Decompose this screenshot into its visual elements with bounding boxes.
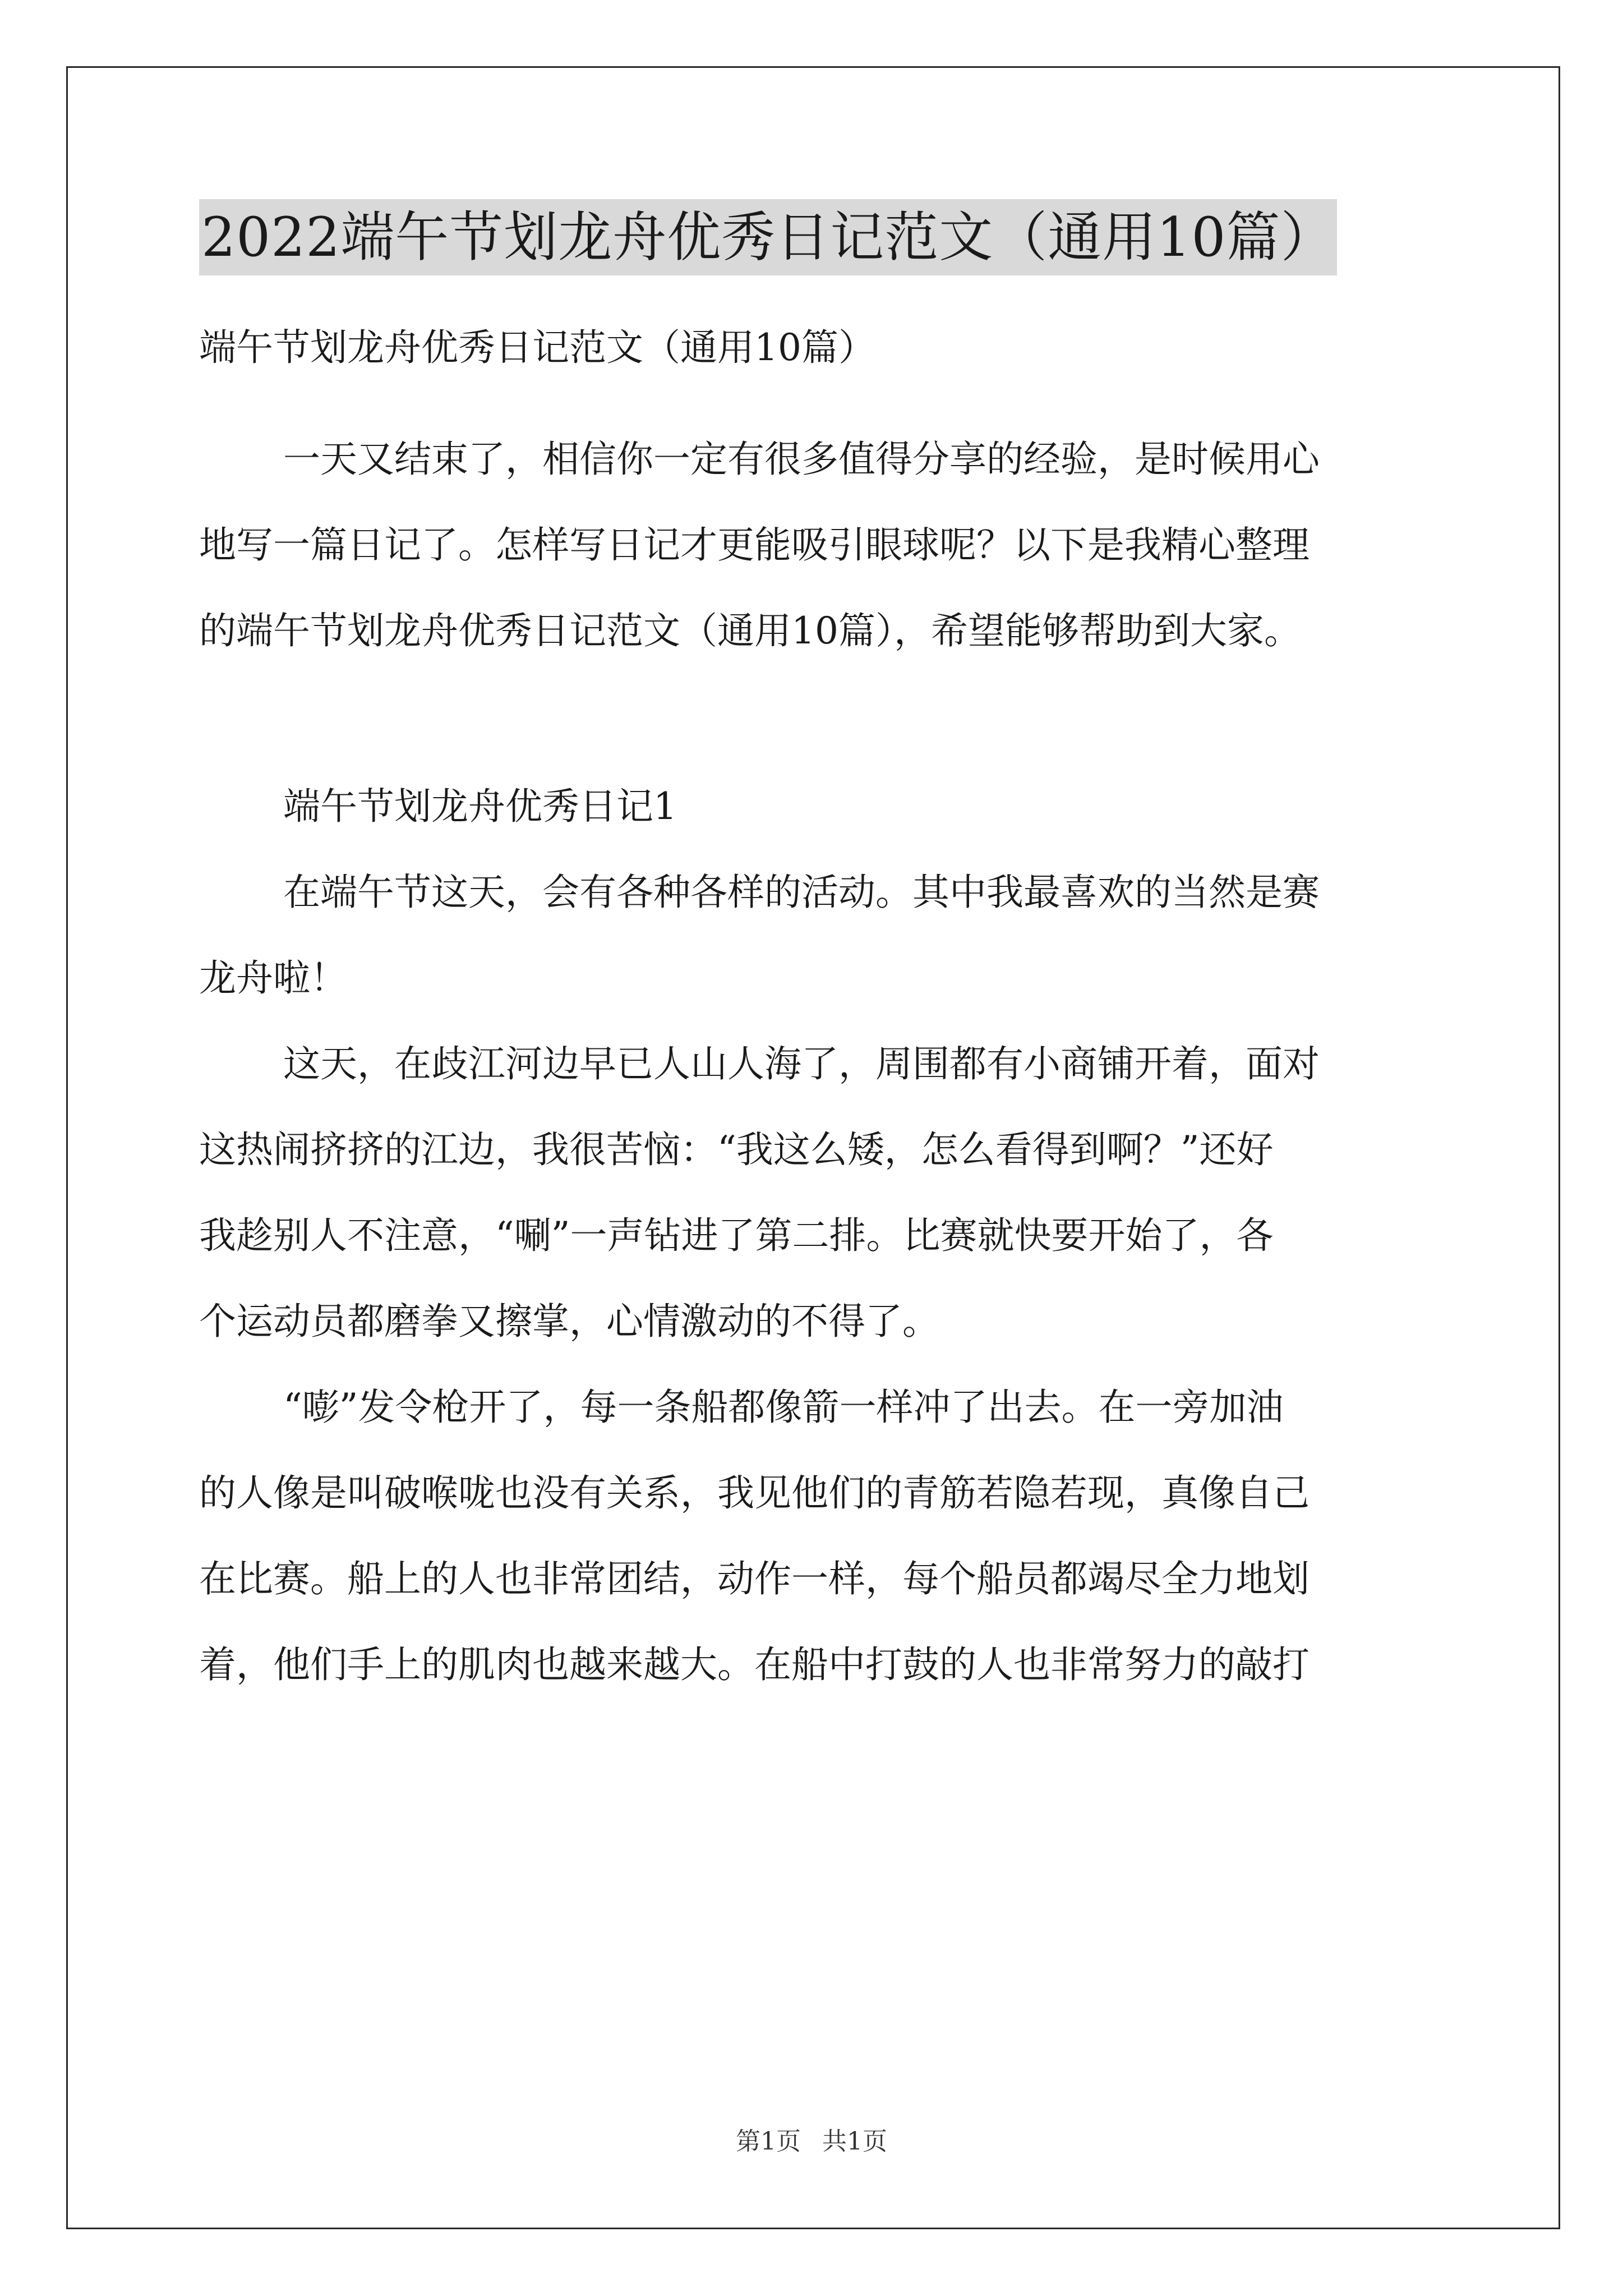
- document-title: 2022端午节划龙舟优秀日记范文（通用10篇）: [199, 199, 1337, 275]
- body-line: 这热闹挤挤的江边，我很苦恼：“我这么矮，怎么看得到啊？”还好: [199, 1128, 1274, 1171]
- document-subtitle: 端午节划龙舟优秀日记范文（通用10篇）: [199, 326, 875, 369]
- page-number: 第1页: [736, 2127, 801, 2156]
- section-heading: 端午节划龙舟优秀日记1: [283, 785, 677, 828]
- body-line: 这天，在歧江河边早已人山人海了，周围都有小商铺开着，面对: [283, 1042, 1320, 1085]
- body-line: 在比赛。船上的人也非常团结，动作一样，每个船员都竭尽全力地划: [199, 1557, 1310, 1600]
- body-line: 个运动员都磨拳又擦掌，心情激动的不得了。: [199, 1300, 939, 1343]
- body-line: 在端午节这天，会有各种各样的活动。其中我最喜欢的当然是赛: [283, 871, 1320, 914]
- body-line: 的人像是叫破喉咙也没有关系，我见他们的青筋若隐若现，真像自己: [199, 1471, 1310, 1515]
- intro-line: 的端午节划龙舟优秀日记范文（通用10篇），希望能够帮助到大家。: [199, 609, 1301, 652]
- body-line: “嘭”发令枪开了，每一条船都像箭一样冲了出去。在一旁加油: [283, 1386, 1284, 1429]
- document-body: [199, 199, 1433, 1708]
- body-line: 着，他们手上的肌肉也越来越大。在船中打鼓的人也非常努力的敲打: [199, 1643, 1310, 1686]
- page-total: 共1页: [822, 2127, 887, 2156]
- body-line: 我趁别人不注意，“唰”一声钻进了第二排。比赛就快要开始了，各: [199, 1214, 1274, 1257]
- intro-line: 一天又结束了，相信你一定有很多值得分享的经验，是时候用心: [283, 438, 1320, 481]
- body-line: 龙舟啦！: [199, 956, 347, 1000]
- page-footer: [0, 2125, 1623, 2159]
- intro-line: 地写一篇日记了。怎样写日记才更能吸引眼球呢？以下是我精心整理: [199, 523, 1310, 567]
